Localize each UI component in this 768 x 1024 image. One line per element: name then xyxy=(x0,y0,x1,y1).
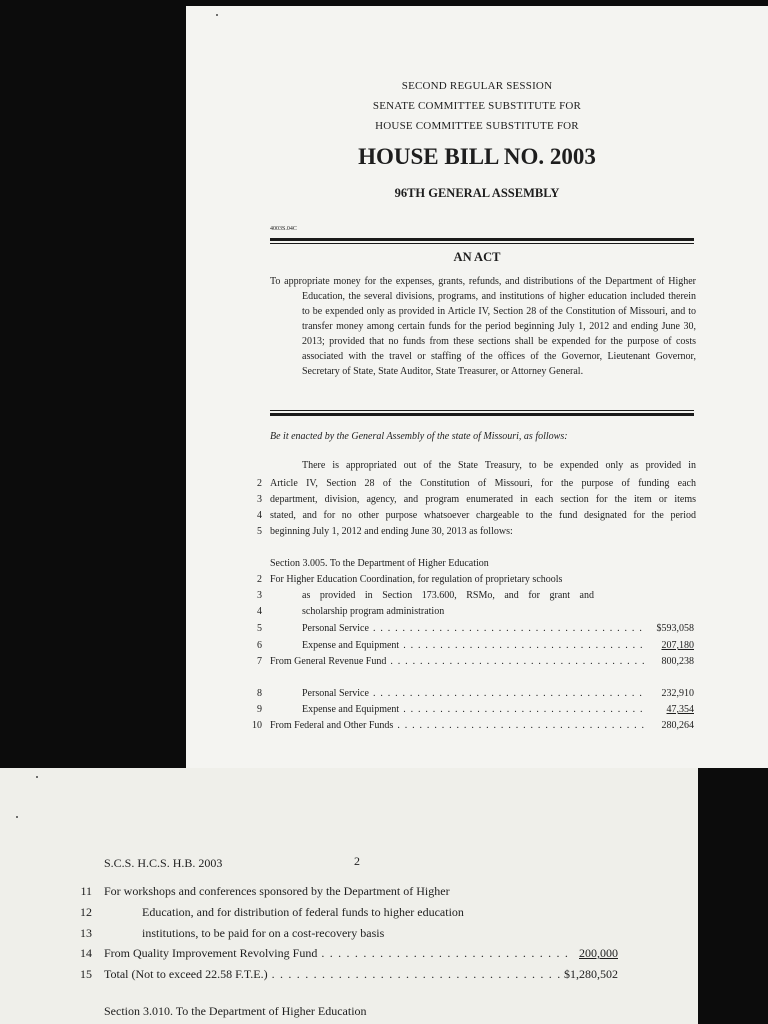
line-item-label: Expense and Equipment xyxy=(302,640,400,651)
house-substitute-heading: HOUSE COMMITTEE SUBSTITUTE FOR xyxy=(375,120,579,132)
line-item-general-revenue-fund xyxy=(270,656,694,667)
running-head: S.C.S. H.C.S. H.B. 2003 xyxy=(104,856,223,870)
line-item-amount: $1,280,502 xyxy=(564,967,618,981)
line-item-label: From General Revenue Fund xyxy=(270,656,387,667)
page-number: 2 xyxy=(354,854,360,868)
line-item-total xyxy=(104,967,618,982)
line-number: 12 xyxy=(80,905,92,919)
dot-leader xyxy=(390,656,644,667)
intro-line-5: beginning July 1, 2012 and ending June 30, 2013 as follows: xyxy=(270,526,513,537)
line-item-personal-service xyxy=(302,688,694,699)
line-item-amount: 800,238 xyxy=(661,656,694,667)
enacting-clause: Be it enacted by the General Assembly of the state of Missouri, as follows: xyxy=(270,431,568,442)
general-assembly-heading: 96TH GENERAL ASSEMBLY xyxy=(394,186,560,200)
line-item-federal-other-funds xyxy=(270,720,694,731)
next-section-heading: Section 3.010. To the Department of Higher Education xyxy=(104,1004,367,1018)
line-number: 3 xyxy=(257,590,262,601)
line-item-amount: 200,000 xyxy=(579,946,618,960)
bill-title: HOUSE BILL NO. 2003 xyxy=(358,144,596,169)
dot-leader xyxy=(321,946,568,961)
scan-speck xyxy=(16,816,18,818)
line-number: 8 xyxy=(257,688,262,699)
intro-line-2: Article IV, Section 28 of the Constitution of Missouri, for the purpose of funding each xyxy=(270,478,696,489)
page2-line: For workshops and conferences sponsored by the Department of Higher xyxy=(104,884,450,898)
line-number: 10 xyxy=(252,720,262,731)
section-line: For Higher Education Coordination, for regulation of proprietary schools xyxy=(270,574,563,585)
intro-line-3: department, division, agency, and program enumerated in each section for the item or items xyxy=(270,494,696,505)
page2-line: institutions, to be paid for on a cost-recovery basis xyxy=(142,926,385,940)
dot-leader xyxy=(403,640,644,651)
act-description-text: To appropriate money for the expenses, grants, refunds, and distributions of the Department of Higher Education, the several divisions, programs, and institutions of higher education included therein to be expended only as provided in Article IV, Section 28 of the Constitution of Missouri, and to transfer money among certain funds for the period beginning July 1, 2012 and ending June 30, 2013; provided that no funds from these sections shall be expended for the purpose of costs associated with the travel or staffing of the offices of the Governor, Lieutenant Governor, Secretary of State, State Auditor, State Treasurer, or Attorney General. xyxy=(270,276,696,377)
line-number: 2 xyxy=(257,478,262,489)
line-number: 6 xyxy=(257,640,262,651)
line-number: 9 xyxy=(257,704,262,715)
scan-background xyxy=(698,768,768,1024)
line-item-amount: $593,058 xyxy=(656,623,694,634)
line-number: 13 xyxy=(80,926,92,940)
line-item-label: From Quality Improvement Revolving Fund xyxy=(104,946,318,960)
line-item-label: Personal Service xyxy=(302,623,369,634)
dot-leader xyxy=(403,704,644,715)
intro-line-1: There is appropriated out of the State Treasury, to be expended only as provided in xyxy=(302,460,696,471)
bill-page-2 xyxy=(0,768,698,1024)
line-item-quality-improvement-fund xyxy=(104,946,618,961)
scan-speck xyxy=(36,776,38,778)
line-number: 2 xyxy=(257,574,262,585)
top-rule-thin xyxy=(270,243,694,244)
line-number: 3 xyxy=(257,494,262,505)
intro-line-4: stated, and for no other purpose whatsoever chargeable to the fund designated for the period xyxy=(270,510,696,521)
line-number: 7 xyxy=(257,656,262,667)
section-line: as provided in Section 173.600, RSMo, and for grant and xyxy=(302,590,594,601)
document-number: 4003S.04C xyxy=(270,226,297,232)
line-item-label: Personal Service xyxy=(302,688,369,699)
act-title: AN ACT xyxy=(453,250,501,264)
section-heading: Section 3.005. To the Department of Higher Education xyxy=(270,558,489,569)
act-description xyxy=(270,274,696,379)
line-item-amount: 280,264 xyxy=(661,720,694,731)
line-number: 15 xyxy=(80,967,92,981)
line-item-personal-service xyxy=(302,623,694,634)
line-item-amount: 207,180 xyxy=(661,640,694,651)
dot-leader xyxy=(373,688,644,699)
line-item-expense-equipment xyxy=(302,704,694,715)
line-item-amount: 47,354 xyxy=(666,704,694,715)
bottom-rule-thick xyxy=(270,413,694,416)
line-item-expense-equipment xyxy=(302,640,694,651)
bottom-rule-thin xyxy=(270,410,694,411)
line-item-amount: 232,910 xyxy=(661,688,694,699)
dot-leader xyxy=(272,967,560,982)
dot-leader xyxy=(373,623,644,634)
line-number: 5 xyxy=(257,526,262,537)
line-number: 14 xyxy=(80,946,92,960)
page2-line: Education, and for distribution of federal funds to higher education xyxy=(142,905,464,919)
senate-substitute-heading: SENATE COMMITTEE SUBSTITUTE FOR xyxy=(372,100,582,112)
line-number: 5 xyxy=(257,623,262,634)
top-rule-thick xyxy=(270,238,694,241)
line-item-label: Total (Not to exceed 22.58 F.T.E.) xyxy=(104,967,268,981)
line-item-label: From Federal and Other Funds xyxy=(270,720,394,731)
line-item-label: Expense and Equipment xyxy=(302,704,400,715)
line-number: 4 xyxy=(257,510,262,521)
line-number: 11 xyxy=(80,884,92,898)
line-number: 4 xyxy=(257,606,262,617)
bill-page-1 xyxy=(186,6,768,768)
dot-leader xyxy=(397,720,644,731)
section-line: scholarship program administration xyxy=(302,606,445,617)
session-heading: SECOND REGULAR SESSION xyxy=(401,80,553,92)
scan-speck xyxy=(216,14,218,16)
